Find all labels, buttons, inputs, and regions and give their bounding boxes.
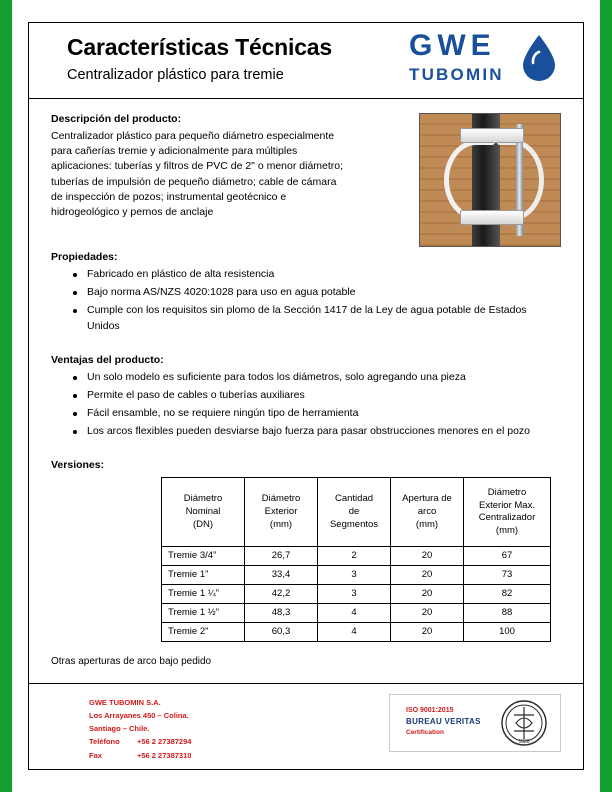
cell-dn: Tremie 3/4” xyxy=(162,547,245,566)
company-address-line1: Los Arrayanes 450 – Colina. xyxy=(89,711,189,721)
cell-dn: Tremie 1” xyxy=(162,566,245,585)
cell-max-od: 88 xyxy=(464,604,551,623)
cell-od: 33,4 xyxy=(245,566,318,585)
list-item: Los arcos flexibles pueden desviarse bajo fuerza para pasar obstrucciones menores en el pozo xyxy=(85,424,561,440)
fax-value: +56 2 27387310 xyxy=(137,750,192,760)
description-text: Centralizador plástico para pequeño diámetro especialmente para cañerías tremie y adicionalmente para múltiples aplicaciones: tuberías y filtros de PVC de 2" o menor diámetro; tuberías de impulsión de pequeño diámetro; cable de cámara de inspección de pozos; instrumental geotécnico e hidrogeológico y pernos de anclaje xyxy=(51,130,344,219)
company-fax-row xyxy=(89,749,191,762)
advantages-list xyxy=(51,370,561,439)
cell-dn: Tremie 1 ¼” xyxy=(162,585,245,604)
cell-segments: 2 xyxy=(318,547,391,566)
certification-subtitle: Certification xyxy=(406,728,444,736)
phone-label: Teléfono xyxy=(89,737,120,747)
company-name: GWE TUBOMIN S.A. xyxy=(89,698,161,707)
logo-secondary-text: TUBOMIN xyxy=(409,65,504,84)
table-row xyxy=(162,566,551,585)
seal-year: 1828 xyxy=(518,739,530,745)
cell-od: 26,7 xyxy=(245,547,318,566)
cell-max-od: 82 xyxy=(464,585,551,604)
cell-max-od: 73 xyxy=(464,566,551,585)
col-diametro-exterior-max: Diámetro Exterior Max. Centralizador (mm) xyxy=(464,478,551,547)
header-titles xyxy=(67,35,332,83)
cell-od: 42,2 xyxy=(245,585,318,604)
cell-arc: 20 xyxy=(391,585,464,604)
spacer xyxy=(51,336,561,354)
table-header-row xyxy=(162,478,551,547)
cell-dn: Tremie 2” xyxy=(162,623,245,642)
list-item: Un solo modelo es suficiente para todos los diámetros, solo agregando una pieza xyxy=(85,370,561,386)
list-item: Cumple con los requisitos sin plomo de la Sección 1417 de la Ley de agua potable de Estados Unidos xyxy=(85,303,561,335)
cell-max-od: 67 xyxy=(464,547,551,566)
cell-od: 48,3 xyxy=(245,604,318,623)
versions-note: Otras aperturas de arco bajo pedido xyxy=(51,656,212,668)
cell-arc: 20 xyxy=(391,623,464,642)
certification-box xyxy=(389,694,561,752)
gwe-tubomin-logo xyxy=(409,31,561,93)
right-green-bar xyxy=(600,0,612,792)
properties-heading: Propiedades: xyxy=(51,251,118,264)
company-contact-block xyxy=(89,696,191,762)
advantages-heading: Ventajas del producto: xyxy=(51,354,164,367)
versions-section xyxy=(51,459,561,667)
advantages-section xyxy=(51,354,561,439)
company-address-line2: Santiago – Chile. xyxy=(89,724,150,734)
col-diametro-nominal: Diámetro Nominal (DN) xyxy=(162,478,245,547)
cell-max-od: 100 xyxy=(464,623,551,642)
company-phone-row xyxy=(89,735,191,748)
list-item: Fácil ensamble, no se requiere ningún tipo de herramienta xyxy=(85,406,561,422)
bureau-veritas-seal-icon xyxy=(500,699,548,747)
list-item: Fabricado en plástico de alta resistencia xyxy=(85,267,561,283)
table-row xyxy=(162,604,551,623)
fax-label: Fax xyxy=(89,750,102,760)
photo-clamp-bottom xyxy=(460,210,524,225)
left-green-bar xyxy=(0,0,12,792)
photo-clamp-top xyxy=(460,128,524,143)
cell-arc: 20 xyxy=(391,604,464,623)
cell-segments: 3 xyxy=(318,585,391,604)
spacer xyxy=(51,441,561,459)
col-cantidad-segmentos: Cantidad de Segmentos xyxy=(318,478,391,547)
properties-list xyxy=(51,267,561,334)
document-body xyxy=(29,99,583,667)
properties-section xyxy=(51,251,561,334)
cell-segments: 4 xyxy=(318,623,391,642)
cell-segments: 3 xyxy=(318,566,391,585)
cell-arc: 20 xyxy=(391,566,464,585)
certification-body-name: BUREAU VERITAS xyxy=(406,717,481,727)
table-row xyxy=(162,623,551,642)
table-row xyxy=(162,547,551,566)
versions-heading: Versiones: xyxy=(51,459,105,472)
table-row xyxy=(162,585,551,604)
page-title: Características Técnicas xyxy=(67,34,332,60)
col-apertura-arco: Apertura de arco (mm) xyxy=(391,478,464,547)
list-item: Permite el paso de cables o tuberías auxiliares xyxy=(85,388,561,404)
col-diametro-exterior: Diámetro Exterior (mm) xyxy=(245,478,318,547)
versions-table-wrapper xyxy=(161,477,561,642)
water-drop-icon xyxy=(519,33,559,83)
certification-text xyxy=(406,706,481,737)
description-section xyxy=(51,113,371,220)
description-heading: Descripción del producto: xyxy=(51,113,182,125)
cell-arc: 20 xyxy=(391,547,464,566)
cell-segments: 4 xyxy=(318,604,391,623)
versions-table xyxy=(161,477,551,642)
logo-primary-text: GWE xyxy=(409,29,496,62)
certification-iso-standard: ISO 9001:2015 xyxy=(406,707,454,714)
page-subtitle: Centralizador plástico para tremie xyxy=(67,67,284,84)
document-sheet xyxy=(28,22,584,770)
document-footer xyxy=(29,683,583,769)
list-item: Bajo norma AS/NZS 4020:1028 para uso en agua potable xyxy=(85,285,561,301)
document-header xyxy=(29,23,583,99)
product-photo xyxy=(419,113,561,247)
phone-value: +56 2 27387294 xyxy=(137,737,192,747)
cell-dn: Tremie 1 ½” xyxy=(162,604,245,623)
cell-od: 60,3 xyxy=(245,623,318,642)
